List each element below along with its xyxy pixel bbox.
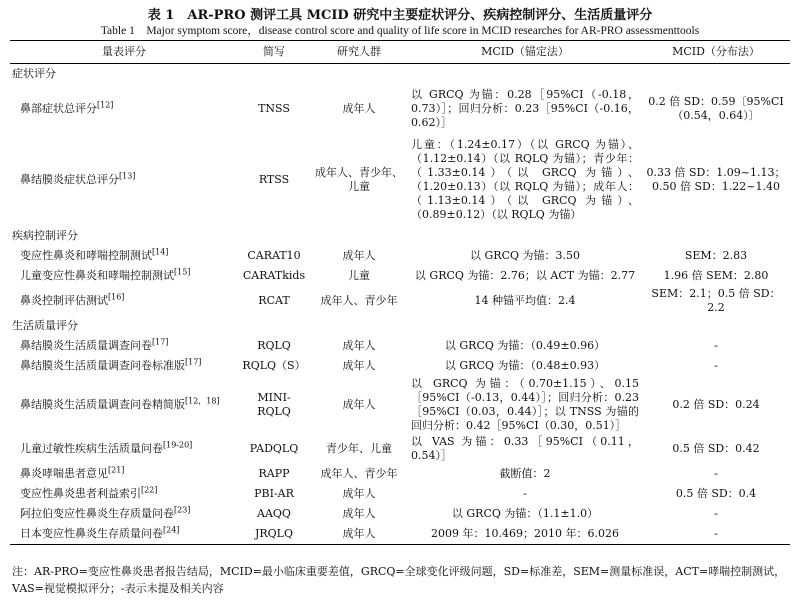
scale-name-text: 鼻结膜炎生活质量调查问卷标准版 <box>20 359 185 372</box>
header-scale: 量表评分 <box>10 41 238 64</box>
cell-mcid-anchor: 儿童：（1.24±0.17）（以 GRCQ 为锚）、（1.12±0.14）（以 RQLQ 为锚）；青少年：（1.33±0.14）（以 GRCQ 为锚）、（1.20±0.13）（以 RQLQ 为锚）；成年人：（1.13±0.14）（以 GRCQ 为锚）、（0.89±0.12）（以 RQLQ 为锚） <box>411 138 639 221</box>
cell-scale-name <box>10 504 238 524</box>
scale-name-text: 儿童过敏性疾病生活质量问卷 <box>20 442 163 455</box>
cell-mcid-anchor: 以 GRCQ 为锚：（0.49±0.96） <box>444 339 606 352</box>
header-mcid-anchor: MCID（锚定法） <box>408 41 642 64</box>
cell-abbr: CARAT10 <box>247 249 301 262</box>
cell-mcid-distribution: - <box>642 524 790 544</box>
cell-abbr: RCAT <box>258 294 290 307</box>
section-row <box>10 226 790 246</box>
cell-abbr: CARATkids <box>242 269 306 282</box>
citation-ref: [17] <box>185 357 202 367</box>
scale-name-text: 鼻部症状总评分 <box>20 102 97 115</box>
header-row <box>10 41 790 64</box>
citation-ref: [14] <box>152 247 169 257</box>
scale-name-text: 变应性鼻炎和哮喘控制测试 <box>20 249 152 262</box>
scale-name-text: 鼻炎控制评估测试 <box>20 294 108 307</box>
citation-ref: [21] <box>108 465 125 475</box>
scale-name-text: 日本变应性鼻炎生存质量问卷 <box>20 526 163 540</box>
cell-scale-name <box>10 134 238 226</box>
cell-mcid-anchor: 以 GRCQ 为锚：（1.1±1.0） <box>451 507 599 520</box>
table-row <box>10 266 790 286</box>
scale-name-text: 变应性鼻炎患者利益索引 <box>20 487 141 500</box>
cell-mcid-distribution: 1.96 倍 SEM：2.80 <box>663 269 769 282</box>
cell-scale-name <box>10 336 238 356</box>
table-row <box>10 356 790 376</box>
header-population: 研究人群 <box>310 41 408 64</box>
cell-scale-name <box>10 286 238 316</box>
citation-ref: [22] <box>141 485 158 495</box>
table-row <box>10 464 790 484</box>
citation-ref: [16] <box>108 292 125 302</box>
cell-mcid-distribution: 0.2 倍 SD：0.24 <box>672 398 760 411</box>
scale-name-text: 鼻炎哮喘患者意见 <box>20 467 108 480</box>
scale-name-text: 鼻结膜炎症状总评分 <box>20 173 119 186</box>
table-row <box>10 246 790 266</box>
section-label: 症状评分 <box>12 67 56 80</box>
citation-ref: [12，18] <box>185 396 220 406</box>
cell-mcid-anchor: 2009 年：10.469；2010 年：6.026 <box>408 524 642 544</box>
scale-name-text: 儿童变应性鼻炎和哮喘控制测试 <box>20 269 174 282</box>
citation-ref: [13] <box>119 171 136 181</box>
cell-mcid-anchor: 以 GRCQ 为锚：0.28［95%CI（-0.18，0.73）］；回归分析：0.23［95%CI（-0.16，0.62）］ <box>411 88 639 129</box>
citation-ref: [23] <box>174 505 191 515</box>
cell-abbr: TNSS <box>258 102 290 115</box>
cell-population: 成年人 <box>342 507 376 520</box>
cell-population: 成年人 <box>342 398 376 411</box>
cell-abbr: PADQLQ <box>249 442 299 455</box>
cell-population: 青少年、儿童 <box>326 442 392 455</box>
section-label: 疾病控制评分 <box>12 229 78 242</box>
cell-population: 成年人 <box>342 339 376 352</box>
cell-abbr: RQLQ（S） <box>242 359 306 372</box>
cell-mcid-distribution: 0.33 倍 SD：1.09~1.13；0.50 倍 SD：1.22~1.40 <box>646 166 786 193</box>
section-row <box>10 316 790 336</box>
table-row <box>10 286 790 316</box>
cell-population: 成年人 <box>342 487 376 500</box>
section-row <box>10 64 790 85</box>
scale-name-text: 鼻结膜炎生活质量调查问卷 <box>20 339 152 352</box>
cell-population: 成年人、青少年 <box>320 467 398 480</box>
cell-mcid-distribution: - <box>714 359 718 372</box>
cell-mcid-distribution: 0.5 倍 SD：0.42 <box>672 442 760 455</box>
cell-mcid-anchor: 14 种锚平均值：2.4 <box>474 294 576 307</box>
citation-ref: [12] <box>97 100 114 110</box>
cell-scale-name <box>10 266 238 286</box>
citation-ref: [15] <box>174 267 191 277</box>
cell-abbr: PBI-AR <box>254 487 294 500</box>
cell-mcid-anchor: 以 VAS 为锚：0.33［95%CI（0.11，0.54）］ <box>411 435 639 462</box>
citation-ref: [17] <box>152 337 169 347</box>
table-row <box>10 84 790 134</box>
cell-mcid-distribution: - <box>714 467 718 480</box>
cell-scale-name <box>10 434 238 464</box>
cell-scale-name <box>10 246 238 266</box>
header-mcid-distribution: MCID（分布法） <box>642 41 790 64</box>
table-note: 注：AR-PRO=变应性鼻炎患者报告结局，MCID=最小临床重要差值，GRCQ=全球变化评级问题，SD=标准差，SEM=测量标准误，ACT=哮喘控制测试，VAS=视觉模拟评分；-表示未提及相关内容 <box>12 565 786 595</box>
cell-abbr: AAQQ <box>257 507 291 520</box>
scale-name-text: 阿拉伯变应性鼻炎生存质量问卷 <box>20 507 174 520</box>
cell-mcid-distribution: 0.5 倍 SD：0.4 <box>675 487 757 500</box>
cell-population: 成年人 <box>342 102 376 115</box>
citation-ref: [19-20] <box>163 440 193 450</box>
table-row <box>10 376 790 434</box>
mcid-table <box>10 40 790 545</box>
cell-abbr: RQLQ <box>257 339 291 352</box>
cell-mcid-anchor: 以 GRCQ 为锚：2.76；以 ACT 为锚：2.77 <box>414 269 636 282</box>
table-row <box>10 504 790 524</box>
cell-scale-name <box>10 376 238 434</box>
cell-population: 儿童 <box>348 269 370 282</box>
cell-mcid-anchor: 以 GRCQ 为锚：（0.70±1.15）、0.15［95%CI（-0.13，0.44）］；回归分析：0.23［95%CI（0.03，0.44）］；以 TNSS 为锚的回归分析：0.42［95%CI（0.30，0.51）］ <box>411 377 639 432</box>
cell-population: 成年人、青少年 <box>320 294 398 307</box>
table-title-cn: 表 1 AR-PRO 测评工具 MCID 研究中主要症状评分、疾病控制评分、生活质量评分 <box>147 8 653 23</box>
cell-mcid-distribution: SEM：2.1；0.5 倍 SD：2.2 <box>651 287 781 314</box>
table-row <box>10 434 790 464</box>
scale-name-text: 鼻结膜炎生活质量调查问卷精简版 <box>20 398 185 411</box>
cell-population: 成年人 <box>342 249 376 262</box>
table-row <box>10 484 790 504</box>
table-row <box>10 524 790 544</box>
cell-mcid-distribution: 0.2 倍 SD：0.59〔95%CI（0.54，0.64）〕 <box>648 95 784 122</box>
citation-ref: [24] <box>163 525 180 535</box>
cell-abbr: JRQLQ <box>238 524 310 544</box>
cell-abbr: RTSS <box>258 173 290 186</box>
cell-mcid-anchor: - <box>523 487 527 500</box>
cell-mcid-anchor: 截断值：2 <box>499 467 551 480</box>
cell-abbr: MINI-RQLQ <box>257 391 291 418</box>
cell-scale-name <box>10 84 238 134</box>
cell-scale-name <box>10 464 238 484</box>
cell-scale-name <box>10 356 238 376</box>
header-abbr: 简写 <box>238 41 310 64</box>
cell-population: 成年人 <box>310 524 408 544</box>
cell-mcid-anchor: 以 GRCQ 为锚：（0.48±0.93） <box>444 359 606 372</box>
cell-scale-name <box>10 484 238 504</box>
cell-scale-name <box>10 524 238 544</box>
cell-population: 成年人 <box>342 359 376 372</box>
cell-mcid-distribution: SEM：2.83 <box>684 249 748 262</box>
cell-abbr: RAPP <box>258 467 290 480</box>
cell-mcid-anchor: 以 GRCQ 为锚：3.50 <box>470 249 580 262</box>
section-label: 生活质量评分 <box>12 319 78 332</box>
cell-population: 成年人、青少年、儿童 <box>315 166 403 193</box>
table-row <box>10 336 790 356</box>
cell-mcid-distribution: - <box>714 507 718 520</box>
cell-mcid-distribution: - <box>714 339 718 352</box>
table-title-en: Table 1 Major symptom score，disease control score and quality of life score in MCID researches for AR-PRO assessmenttools <box>100 25 700 37</box>
table-row <box>10 134 790 226</box>
